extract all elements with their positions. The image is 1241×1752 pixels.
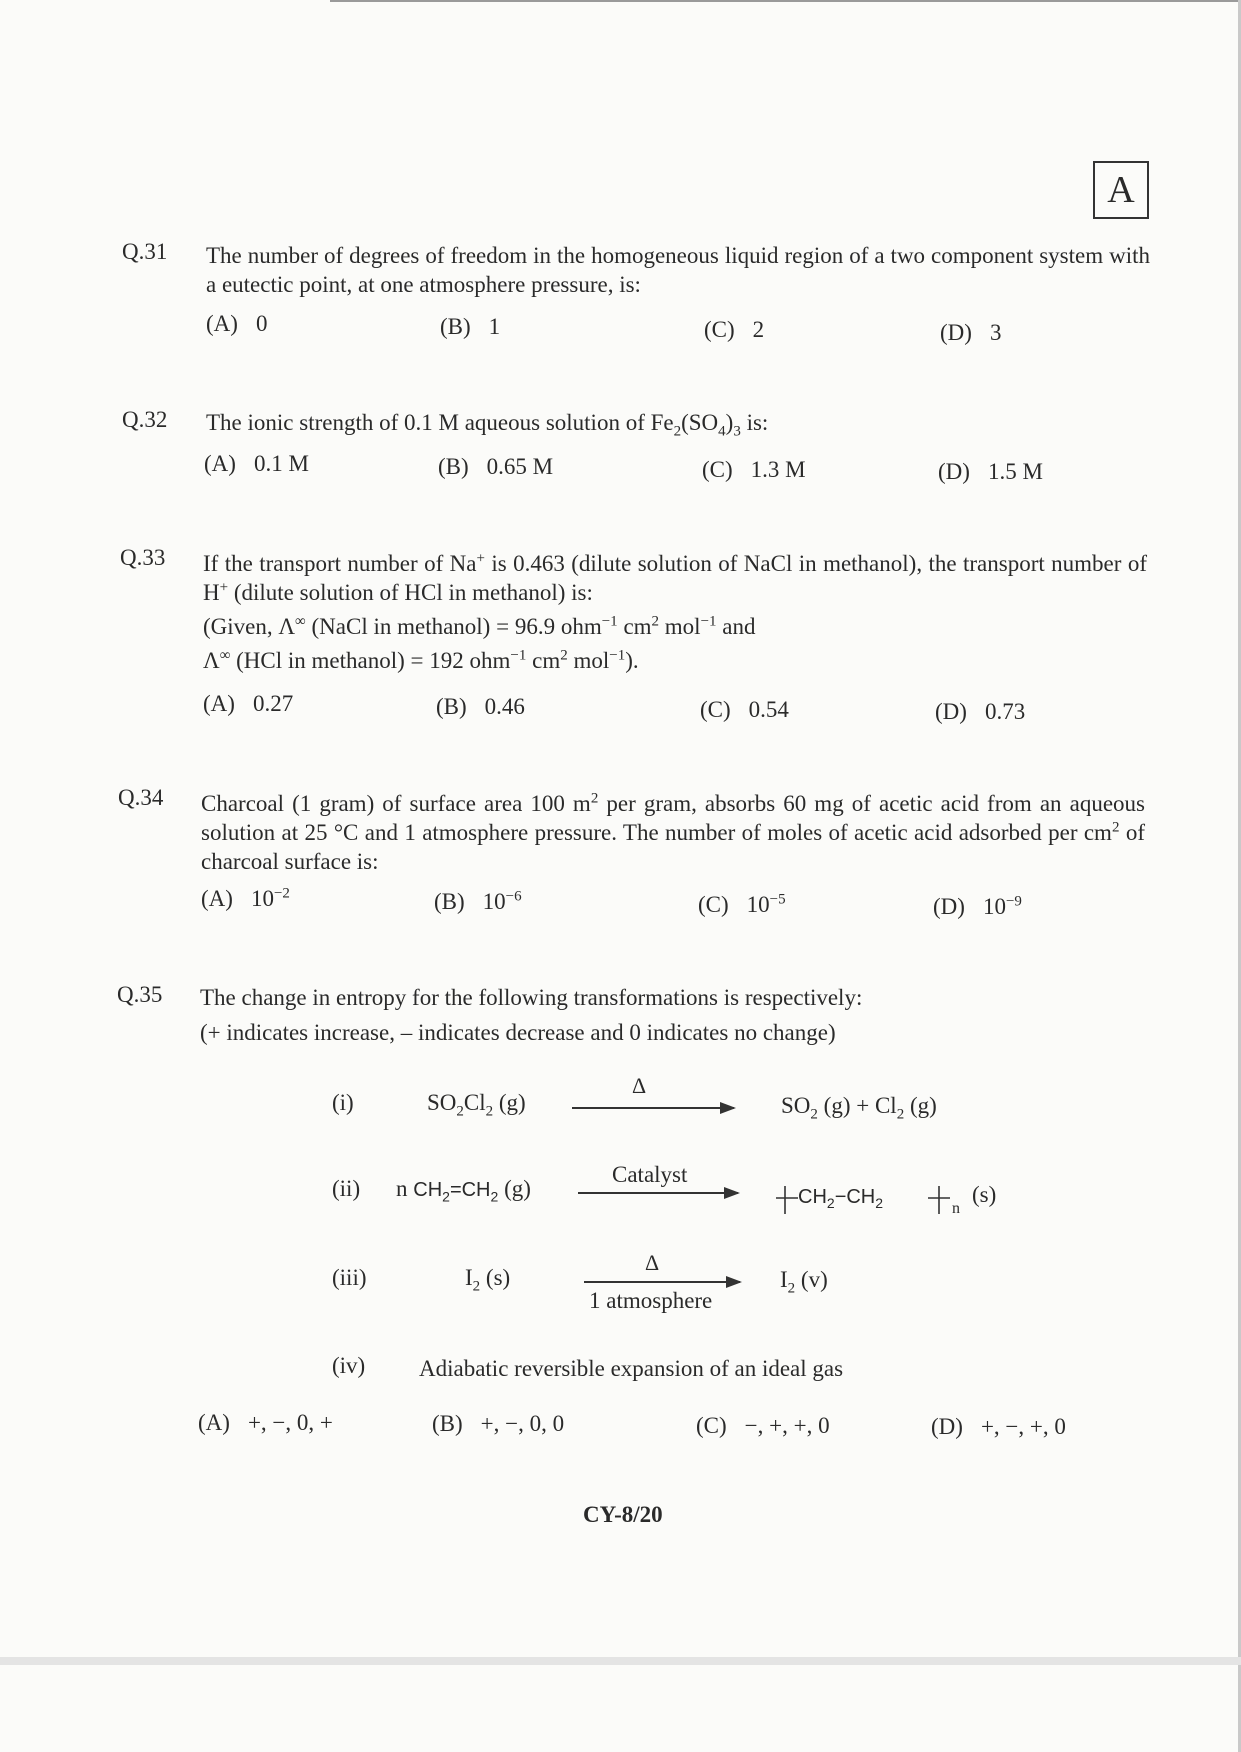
reaction-i-condition: Δ [632,1073,647,1098]
reaction-iii-arrow [584,1281,740,1283]
option-value: 2 [752,317,765,342]
q32-option-a[interactable]: (A) 0.1 M [204,451,309,476]
q33-given-line-1: (Given, Λ∞ (NaCl in methanol) = 96.9 ohm$^{-1}$ $cm^2$ mol$^{-1}$ and [203,613,756,639]
reaction-ii-condition: Catalyst [612,1162,688,1187]
question-number-34: Q.34 [118,785,164,810]
reaction-label-iii: (iii) [332,1265,367,1290]
reaction-label-i: (i) [332,1090,354,1115]
question-text-33: If the transport number of Na+ is 0.463 (dilute solution of NaCl in methanol), the transport number of H+ (dilute solution of HCl in methanol) is: [203,550,1147,605]
q35-option-b[interactable]: (B) +, −, 0, 0 [432,1411,565,1436]
polymer-open-bracket-icon [772,1180,798,1220]
question-number-32: Q.32 [122,407,168,432]
option-label: (A) [206,311,238,336]
q35-option-a[interactable]: (A) +, −, 0, + [198,1410,333,1435]
question-number-33: Q.33 [120,545,166,570]
question-number-35: Q.35 [117,982,163,1007]
polyethylene-product: $CH_2-CH_2$ n [772,1180,972,1220]
reaction-iii-condition-below: 1 atmosphere [589,1288,713,1313]
option-value: 0 [255,311,268,336]
q33-option-b[interactable]: (B) 0.46 [436,694,525,719]
question-text-32: The ionic strength of 0.1 M aqueous solution of $Fe_2(SO_4)_3$ is: [206,410,769,440]
option-value: 3 [989,320,1002,345]
q32-option-c[interactable]: (C) 1.3 M [702,457,806,482]
q32-option-d[interactable]: (D) 1.5 M [938,459,1043,484]
q34-option-d[interactable]: (D) $10^{-9}$ [933,893,1022,919]
q35-note: (+ indicates increase, – indicates decrease and 0 indicates no change) [200,1020,836,1045]
q34-option-b[interactable]: (B) $10^{-6}$ [434,888,522,914]
scan-top-edge [330,0,1241,2]
reaction-ii-product-state: (s) [972,1182,997,1207]
reaction-iv-text: Adiabatic reversible expansion of an ideal gas [419,1356,844,1381]
polymer-close-bracket-icon [928,1180,954,1220]
q33-given-line-2: Λ∞ (HCl in methanol) = 192 ohm$^{-1}$ $cm^2$ mol$^{-1}$). [203,647,639,673]
q34-option-c[interactable]: (C) $10^{-5}$ [698,891,786,917]
reaction-i-arrow [572,1107,734,1109]
question-text-34: Charcoal (1 gram) of surface area 100 $m^2$ per gram, absorbs 60 mg of acetic acid from an aqueous solution at 25 °C and 1 atmosphere pressure. The number of moles of acetic acid adsorbed per $cm^2$ of charcoal surface is: [201,790,1145,874]
set-label-box: A [1093,161,1149,219]
question-number-31: Q.31 [122,239,168,264]
question-text-35: The change in entropy for the following transformations is respectively: [200,985,863,1010]
reaction-iii-product: $I_2$ (v) [780,1267,828,1297]
reaction-iii-condition-above: Δ [645,1250,660,1275]
reaction-label-ii: (ii) [332,1176,361,1201]
q35-option-d[interactable]: (D) +, −, +, 0 [931,1414,1066,1439]
q34-option-a[interactable]: (A) $10^{-2}$ [201,885,290,911]
q33-option-c[interactable]: (C) 0.54 [700,697,789,722]
option-value: 1 [488,314,501,339]
q31-option-c[interactable] [704,317,764,343]
q31-option-b[interactable] [440,314,500,340]
page-footer: CY-8/20 [583,1502,663,1527]
reaction-i-reactant: $SO_2Cl_2$ (g) [427,1090,526,1120]
q31-option-d[interactable] [940,320,1001,346]
reaction-ii-reactant: n $CH_2=CH_2$ (g) [396,1176,531,1205]
question-text-31: The number of degrees of freedom in the homogeneous liquid region of a two component system with a eutectic point, at one atmosphere pressure, is: [206,243,1150,297]
reaction-ii-arrow [578,1192,738,1194]
option-label: (B) [440,314,471,339]
q33-option-d[interactable]: (D) 0.73 [935,699,1026,724]
option-label: (C) [704,317,735,342]
q35-option-c[interactable]: (C) −, +, +, 0 [696,1413,830,1438]
option-label: (D) [940,320,972,345]
reaction-i-product: $SO_2$ $(g) + Cl_2$ (g) [781,1093,937,1123]
q32-option-b[interactable]: (B) 0.65 M [438,454,554,479]
reaction-label-iv: (iv) [332,1353,366,1378]
q33-option-a[interactable]: (A) 0.27 [203,691,294,716]
scan-bottom-edge [0,1657,1241,1665]
reaction-iii-reactant: $I_2$ (s) [465,1265,511,1295]
q31-option-a[interactable] [206,311,267,337]
